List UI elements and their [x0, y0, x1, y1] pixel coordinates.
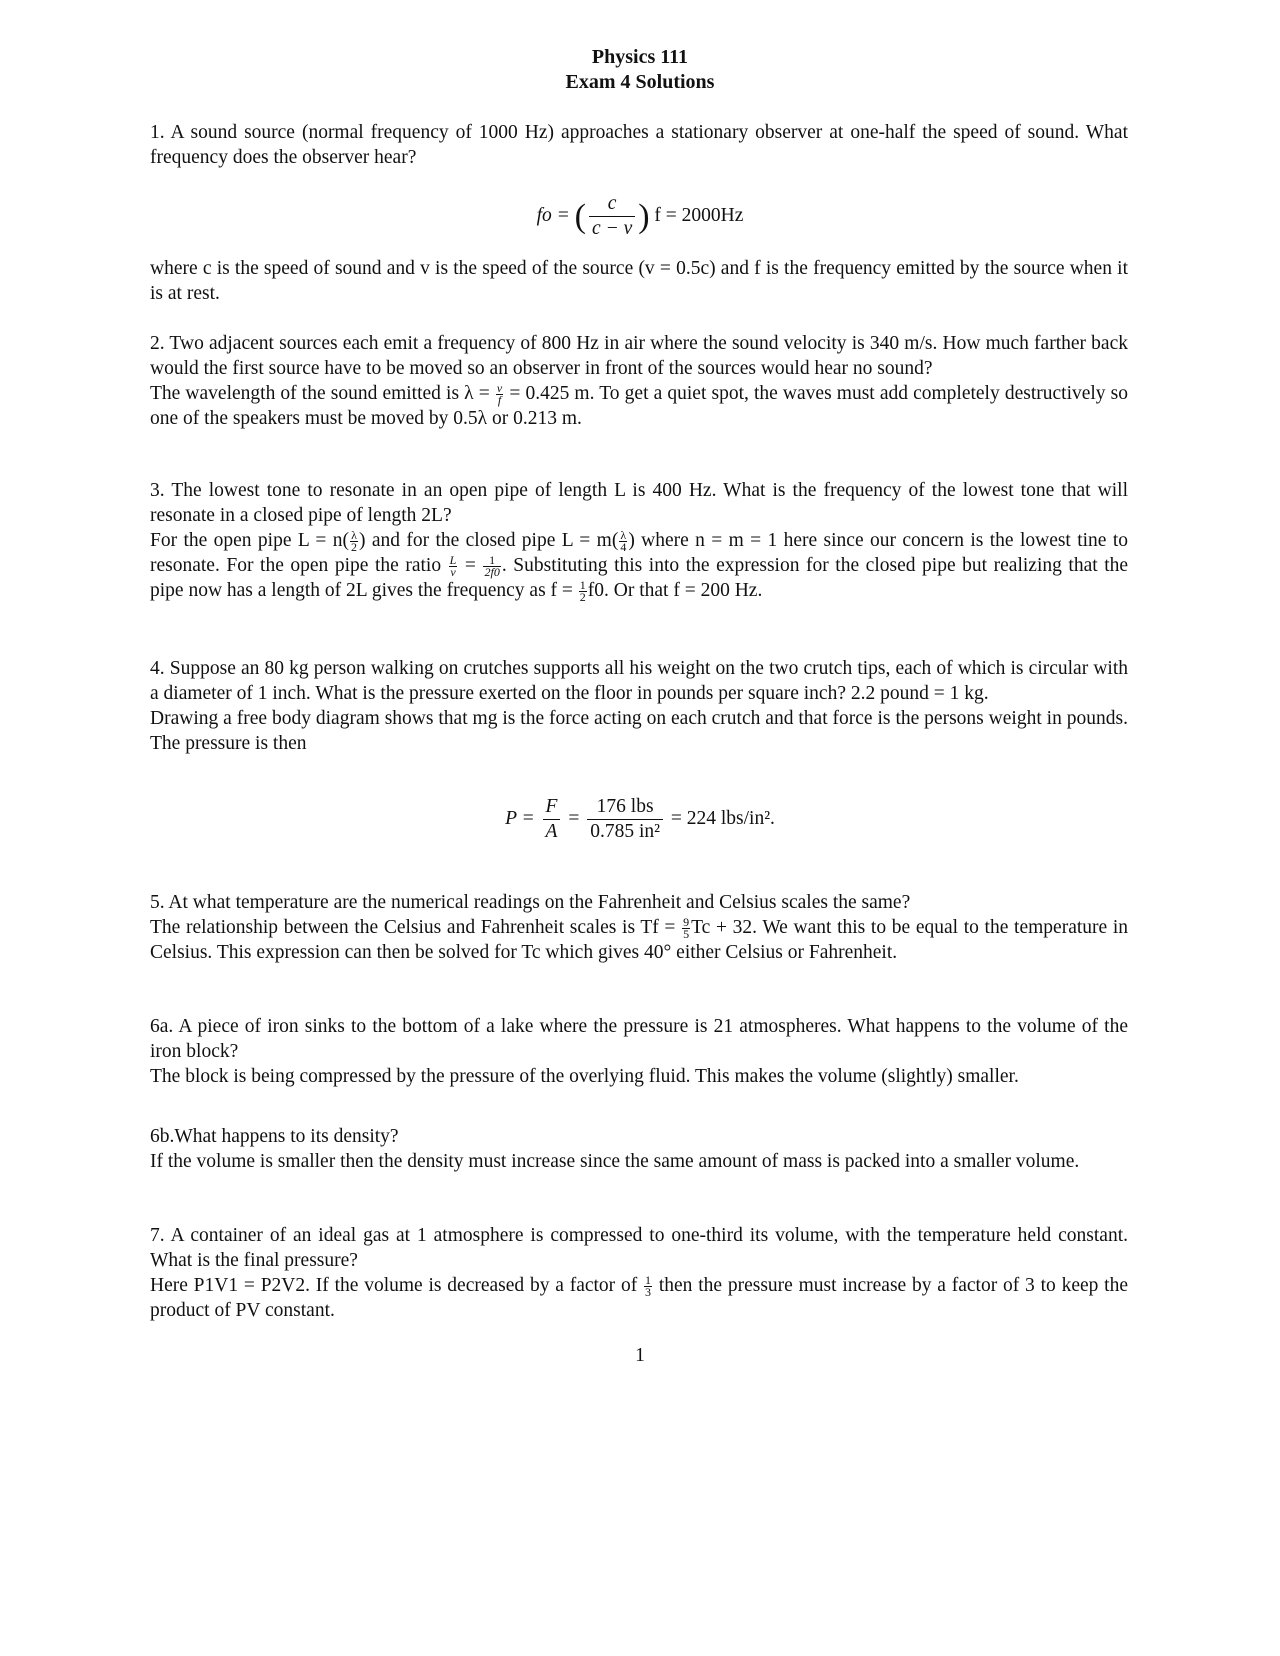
question-1 — [150, 120, 1128, 170]
fraction-denominator: c − v — [592, 218, 633, 239]
answer-part: then the pressure must increase by a factor of 3 to keep the product of PV constant. — [150, 1275, 1128, 1322]
question-2-text: 2. Two adjacent sources each emit a frequency of 800 Hz in air where the sound velocity is 340 m/s. How much farther back would the first source have to be moved so an observer in front of the sources would hear no sound? — [150, 333, 1128, 379]
question-1-explanation — [150, 256, 1128, 306]
fraction-numerator: 9 — [683, 915, 690, 930]
question-3-text: 3. The lowest tone to resonate in an open pipe of length L is 400 Hz. What is the frequency of the lowest tone that will resonate in a closed pipe of length 2L? — [150, 480, 1128, 526]
answer-part: = 0.425 m. To get a quiet spot, the waves must add completely destructively so one of the speakers must be moved by 0.5λ or 0.213 m. — [150, 383, 1129, 430]
fraction-denominator: v — [450, 565, 456, 580]
fraction-numerator: λ — [620, 528, 627, 543]
question-5 — [150, 890, 1128, 965]
one-half-fraction — [579, 580, 587, 603]
fraction-denominator: 3 — [645, 1285, 652, 1300]
question-6b-text: 6b.What happens to its density? — [150, 1126, 399, 1147]
answer-part: The wavelength of the sound emitted is λ = — [150, 383, 490, 404]
page-number: 1 — [635, 1345, 645, 1366]
fraction-denominator: 2f0 — [484, 565, 500, 580]
fraction-denominator: A — [545, 821, 558, 842]
document-subtitle: Exam 4 Solutions — [565, 71, 715, 93]
fraction-numerator: c — [589, 192, 635, 217]
force-area-fraction — [543, 795, 561, 844]
wavelength-fraction — [496, 383, 503, 406]
question-7 — [150, 1223, 1128, 1323]
fraction-numerator: v — [496, 381, 503, 396]
fraction-numerator: L — [449, 553, 457, 568]
question-1-equation — [0, 192, 1280, 241]
fraction-denominator: 0.785 in² — [590, 821, 660, 842]
right-paren: ) — [638, 198, 650, 235]
course-title: Physics 111 — [591, 46, 689, 68]
fraction-numerator: F — [543, 795, 561, 820]
answer-part: The relationship between the Celsius and Fahrenheit scales is Tf = — [150, 917, 676, 938]
explanation-text: where c is the speed of sound and v is the speed of the source (v = 0.5c) and f is the frequency emitted by the source when it is at rest. — [150, 258, 1128, 304]
fraction-numerator: 1 — [645, 1273, 652, 1288]
answer-part: = — [464, 555, 476, 577]
one-over-2f0-fraction — [483, 555, 500, 578]
question-1-text: 1. A sound source (normal frequency of 1000 Hz) approaches a stationary observer at one-half the speed of sound. What frequency does the observer hear? — [150, 122, 1128, 168]
value-fraction — [587, 795, 663, 844]
answer-part: For the open pipe L = n( — [150, 530, 349, 551]
question-5-answer — [150, 915, 1128, 965]
question-6b-answer: If the volume is smaller then the density must increase since the same amount of mass is packed into a smaller volume. — [150, 1151, 1080, 1172]
equation-rhs: f = 2000Hz — [654, 204, 744, 226]
question-7-answer — [150, 1273, 1128, 1323]
question-6a-answer: The block is being compressed by the pressure of the overlying fluid. This makes the volume (slightly) smaller. — [150, 1066, 1019, 1087]
answer-part: Tc + 32. We want this to be equal to the temperature in Celsius. This expression can then be solved for Tc which gives 40° either Celsius or Fahrenheit. — [150, 917, 1128, 964]
answer-part: ) where n = m = 1 here since our concern is the lowest tine to resonate. For the open pipe the ratio — [150, 530, 1128, 577]
fraction-denominator: 5 — [683, 927, 690, 942]
question-3 — [150, 478, 1128, 603]
equation-lhs: P = — [505, 807, 535, 829]
question-2 — [150, 331, 1128, 431]
quarter-lambda-fraction — [619, 530, 627, 553]
fraction-denominator: 2 — [579, 590, 586, 605]
question-6b — [150, 1124, 1128, 1174]
question-6a — [150, 1014, 1128, 1089]
answer-part: ) and for the closed pipe L = m( — [358, 530, 619, 551]
answer-part: Here P1V1 = P2V2. If the volume is decreased by a factor of — [150, 1275, 638, 1296]
equation-lhs: fo = — [536, 204, 570, 226]
half-lambda-fraction — [350, 530, 358, 553]
l-over-v-fraction — [449, 555, 458, 578]
question-4 — [150, 656, 1128, 756]
question-3-answer — [150, 528, 1128, 603]
fraction-denominator: 2 — [350, 540, 357, 555]
fraction-numerator: λ — [351, 528, 357, 543]
question-5-text: 5. At what temperature are the numerical readings on the Fahrenheit and Celsius scales the same? — [150, 892, 911, 913]
fraction-numerator: 1 — [579, 578, 586, 593]
doppler-fraction — [589, 192, 635, 241]
pressure-equation — [0, 795, 1280, 844]
nine-fifths-fraction — [682, 917, 690, 940]
fraction-denominator: f — [497, 393, 502, 408]
fraction-denominator: 4 — [620, 540, 627, 555]
question-7-text: 7. A container of an ideal gas at 1 atmosphere is compressed to one-third its volume, with the temperature held constant. What is the final pressure? — [150, 1225, 1128, 1271]
equation-rhs: = 224 lbs/in². — [670, 807, 775, 829]
answer-part: f0. Or that f = 200 Hz. — [587, 580, 763, 602]
one-third-fraction — [644, 1275, 652, 1298]
answer-part: . Substituting this into the expression for the closed pipe but realizing that the pipe now has a length of 2L gives the frequency as f = — [150, 555, 1129, 602]
question-6a-text: 6a. A piece of iron sinks to the bottom of a lake where the pressure is 21 atmospheres. What happens to the volume of the iron block? — [150, 1016, 1128, 1062]
question-4-text: 4. Suppose an 80 kg person walking on crutches supports all his weight on the two crutch tips, each of which is circular with a diameter of 1 inch. What is the pressure exerted on the floor in pounds per square inch? 2.2 pound = 1 kg. — [150, 658, 1128, 704]
question-4-answer: Drawing a free body diagram shows that mg is the force acting on each crutch and that force is the persons weight in pounds. The pressure is then — [150, 708, 1128, 754]
fraction-numerator: 176 lbs — [587, 795, 663, 820]
left-paren: ( — [574, 198, 586, 235]
equals-sign: = — [568, 807, 580, 829]
question-2-answer — [150, 381, 1128, 431]
fraction-numerator: 1 — [483, 555, 500, 567]
